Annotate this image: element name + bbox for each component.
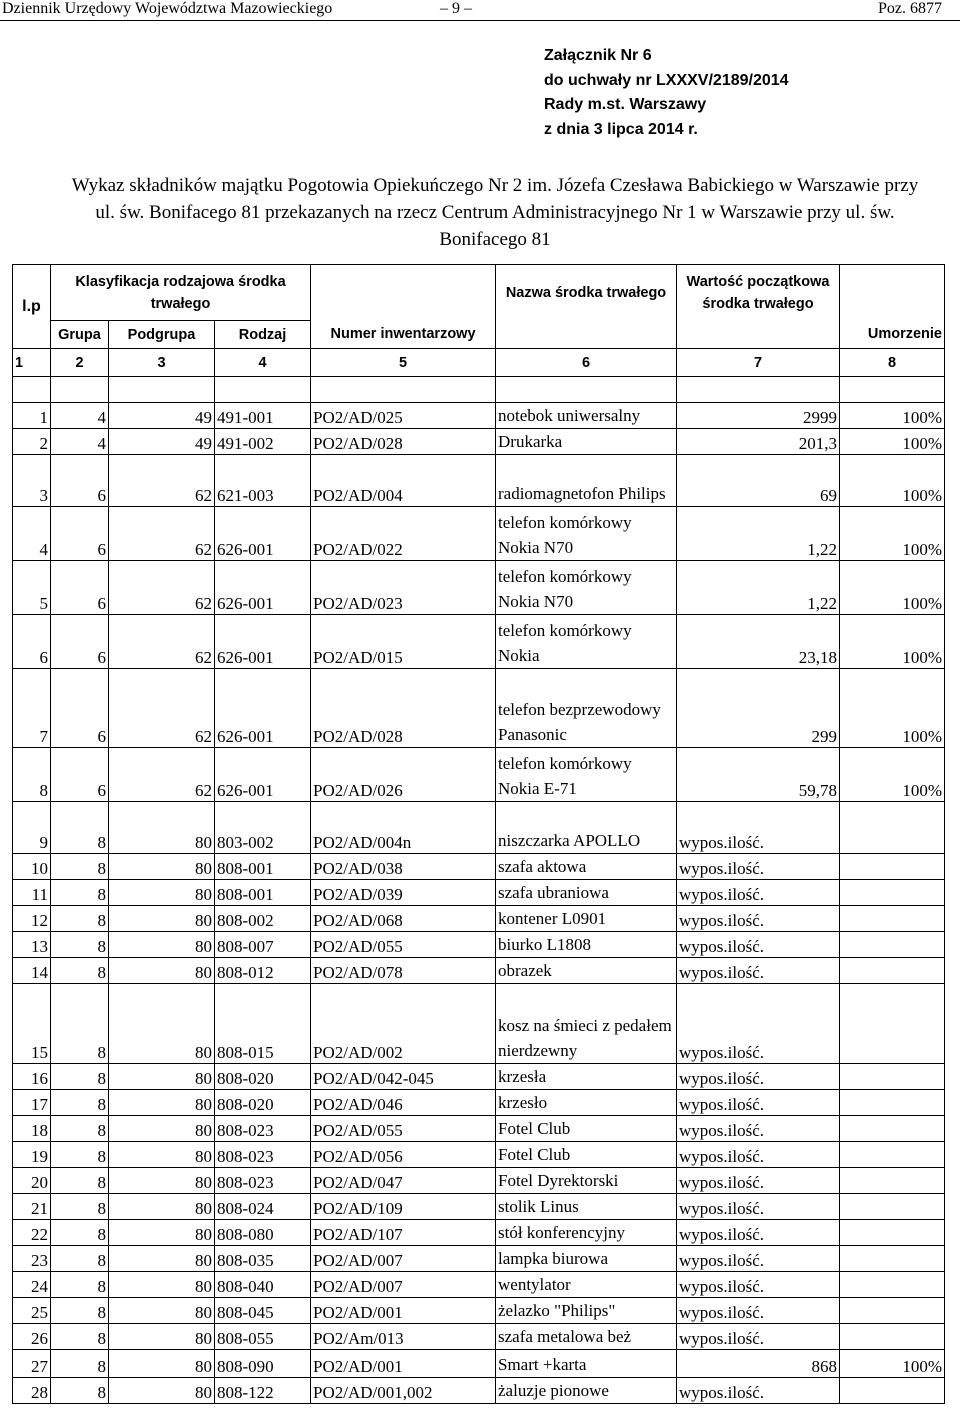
inventory-number-cell: PO2/AD/068 — [311, 906, 496, 932]
row-number: 4 — [13, 507, 51, 561]
subgroup-cell: 80 — [109, 1090, 215, 1116]
inventory-number-cell: PO2/AD/001 — [311, 1350, 496, 1378]
council-name: Rady m.st. Warszawy — [544, 96, 707, 113]
group-cell: 6 — [51, 455, 109, 507]
asset-name-cell: radiomagnetofon Philips — [496, 455, 677, 507]
row-number: 7 — [13, 669, 51, 748]
row-number: 26 — [13, 1324, 51, 1350]
depreciation-cell: 100% — [840, 1350, 945, 1378]
initial-value-cell: wypos.ilość. — [677, 932, 840, 958]
kind-cell: 491-002 — [215, 429, 311, 455]
header-subgroup: Podgrupa — [109, 321, 215, 349]
kind-cell: 491-001 — [215, 403, 311, 429]
header-classification: Klasyfikacja rodzajowa środka trwałego — [51, 265, 311, 321]
inventory-number-cell: PO2/AD/107 — [311, 1220, 496, 1246]
inventory-number-cell: PO2/AD/056 — [311, 1142, 496, 1168]
initial-value-cell: wypos.ilość. — [677, 1272, 840, 1298]
assets-table-wrap — [12, 264, 944, 1416]
kind-cell: 808-080 — [215, 1220, 311, 1246]
asset-name-cell: Fotel Dyrektorski — [496, 1168, 677, 1194]
group-cell: 8 — [51, 1194, 109, 1220]
row-number: 3 — [13, 455, 51, 507]
journal-header — [0, 0, 960, 21]
row-number: 20 — [13, 1168, 51, 1194]
initial-value-cell: wypos.ilość. — [677, 1298, 840, 1324]
table-row — [13, 854, 945, 880]
subgroup-cell: 80 — [109, 1064, 215, 1090]
kind-cell: 808-015 — [215, 984, 311, 1064]
depreciation-cell — [840, 1090, 945, 1116]
kind-cell: 808-055 — [215, 1324, 311, 1350]
group-cell: 6 — [51, 669, 109, 748]
inventory-number-cell: PO2/AD/004n — [311, 802, 496, 854]
group-cell: 8 — [51, 1168, 109, 1194]
initial-value-cell: wypos.ilość. — [677, 1324, 840, 1350]
kind-cell: 626-001 — [215, 561, 311, 615]
group-cell: 8 — [51, 932, 109, 958]
subgroup-cell: 80 — [109, 932, 215, 958]
inventory-number-cell: PO2/AD/001 — [311, 1298, 496, 1324]
row-number: 16 — [13, 1064, 51, 1090]
table-row — [13, 1168, 945, 1194]
resolution-date: z dnia 3 lipca 2014 r. — [544, 120, 698, 138]
asset-name-cell: Fotel Club — [496, 1142, 677, 1168]
resolution-number: do uchwały nr LXXXV/2189/2014 — [544, 71, 789, 89]
attachment-block — [544, 44, 789, 142]
asset-name-cell: Drukarka — [496, 429, 677, 455]
asset-name-cell: lampka biurowa — [496, 1246, 677, 1272]
row-number: 23 — [13, 1246, 51, 1272]
asset-name-cell: kontener L0901 — [496, 906, 677, 932]
initial-value-cell: wypos.ilość. — [677, 1378, 840, 1404]
asset-name-cell: telefon komórkowy Nokia E-71 — [496, 748, 677, 802]
group-cell: 8 — [51, 984, 109, 1064]
subgroup-cell: 80 — [109, 1168, 215, 1194]
inventory-number-cell: PO2/AD/007 — [311, 1272, 496, 1298]
depreciation-cell — [840, 1194, 945, 1220]
initial-value-cell: 23,18 — [677, 615, 840, 669]
kind-cell: 808-024 — [215, 1194, 311, 1220]
group-cell: 8 — [51, 906, 109, 932]
inventory-number-cell: PO2/AD/039 — [311, 880, 496, 906]
inventory-number-cell: PO2/AD/022 — [311, 507, 496, 561]
row-number: 18 — [13, 1116, 51, 1142]
group-cell: 8 — [51, 802, 109, 854]
depreciation-cell — [840, 1246, 945, 1272]
row-number: 25 — [13, 1298, 51, 1324]
subgroup-cell: 62 — [109, 455, 215, 507]
header-lp: l.p — [13, 265, 51, 349]
initial-value-cell: wypos.ilość. — [677, 1142, 840, 1168]
row-number: 19 — [13, 1142, 51, 1168]
asset-name-cell: Smart +karta — [496, 1350, 677, 1378]
table-row — [13, 403, 945, 429]
journal-title: Dziennik Urzędowy Województwa Mazowieckiego — [2, 0, 333, 17]
group-cell: 6 — [51, 507, 109, 561]
table-row — [13, 1272, 945, 1298]
subgroup-cell: 62 — [109, 507, 215, 561]
column-number: 5 — [311, 349, 496, 377]
subgroup-cell: 80 — [109, 854, 215, 880]
row-number: 2 — [13, 429, 51, 455]
column-number: 6 — [496, 349, 677, 377]
depreciation-cell: 100% — [840, 429, 945, 455]
header-row-2 — [13, 321, 945, 349]
asset-name-cell: szafa metalowa beż — [496, 1324, 677, 1350]
depreciation-cell — [840, 1168, 945, 1194]
kind-cell: 808-020 — [215, 1090, 311, 1116]
depreciation-cell — [840, 906, 945, 932]
depreciation-cell — [840, 854, 945, 880]
table-row — [13, 669, 945, 748]
kind-cell: 808-045 — [215, 1298, 311, 1324]
inventory-number-cell: PO2/AD/001,002 — [311, 1378, 496, 1404]
inventory-number-cell: PO2/AD/042-045 — [311, 1064, 496, 1090]
initial-value-cell: 1,22 — [677, 507, 840, 561]
table-row — [13, 748, 945, 802]
asset-name-cell: stolik Linus — [496, 1194, 677, 1220]
column-number: 2 — [51, 349, 109, 377]
subgroup-cell: 80 — [109, 906, 215, 932]
asset-name-cell: biurko L1808 — [496, 932, 677, 958]
kind-cell: 626-001 — [215, 615, 311, 669]
kind-cell: 808-023 — [215, 1142, 311, 1168]
inventory-number-cell: PO2/AD/109 — [311, 1194, 496, 1220]
depreciation-cell: 100% — [840, 561, 945, 615]
initial-value-cell: 2999 — [677, 403, 840, 429]
asset-name-cell: szafa aktowa — [496, 854, 677, 880]
subgroup-cell: 80 — [109, 1246, 215, 1272]
inventory-number-cell: PO2/AD/046 — [311, 1090, 496, 1116]
row-number: 1 — [13, 403, 51, 429]
kind-cell: 808-090 — [215, 1350, 311, 1378]
table-row — [13, 1194, 945, 1220]
depreciation-cell — [840, 958, 945, 984]
depreciation-cell — [840, 1298, 945, 1324]
kind-cell: 808-007 — [215, 932, 311, 958]
kind-cell: 626-001 — [215, 507, 311, 561]
depreciation-cell — [840, 932, 945, 958]
subgroup-cell: 80 — [109, 1142, 215, 1168]
inventory-number-cell: PO2/AD/028 — [311, 669, 496, 748]
depreciation-cell — [840, 1064, 945, 1090]
inventory-number-cell: PO2/AD/004 — [311, 455, 496, 507]
table-row — [13, 1090, 945, 1116]
subgroup-cell: 80 — [109, 1298, 215, 1324]
table-row — [13, 1142, 945, 1168]
column-numbers-row — [13, 349, 945, 377]
initial-value-cell: 69 — [677, 455, 840, 507]
kind-cell: 808-122 — [215, 1378, 311, 1404]
column-number: 3 — [109, 349, 215, 377]
asset-name-cell: niszczarka APOLLO — [496, 802, 677, 854]
asset-name-cell: telefon bezprzewodowy Panasonic — [496, 669, 677, 748]
table-row — [13, 1246, 945, 1272]
kind-cell: 803-002 — [215, 802, 311, 854]
inventory-number-cell: PO2/AD/078 — [311, 958, 496, 984]
table-row — [13, 958, 945, 984]
depreciation-cell — [840, 1324, 945, 1350]
table-row — [13, 1324, 945, 1350]
group-cell: 8 — [51, 1116, 109, 1142]
kind-cell: 808-012 — [215, 958, 311, 984]
initial-value-cell: wypos.ilość. — [677, 1064, 840, 1090]
asset-name-cell: Fotel Club — [496, 1116, 677, 1142]
asset-name-cell: krzesło — [496, 1090, 677, 1116]
kind-cell: 808-035 — [215, 1246, 311, 1272]
group-cell: 6 — [51, 561, 109, 615]
initial-value-cell: wypos.ilość. — [677, 854, 840, 880]
initial-value-cell: wypos.ilość. — [677, 1246, 840, 1272]
table-row — [13, 802, 945, 854]
table-row — [13, 880, 945, 906]
group-cell: 8 — [51, 1090, 109, 1116]
group-cell: 8 — [51, 1378, 109, 1404]
header-kind: Rodzaj — [215, 321, 311, 349]
assets-table — [12, 264, 945, 1404]
initial-value-cell: wypos.ilość. — [677, 1168, 840, 1194]
subgroup-cell: 80 — [109, 802, 215, 854]
inventory-number-cell: PO2/AD/055 — [311, 932, 496, 958]
initial-value-cell: wypos.ilość. — [677, 1194, 840, 1220]
header-depreciation: Umorzenie — [840, 321, 945, 349]
row-number: 11 — [13, 880, 51, 906]
group-cell: 8 — [51, 1246, 109, 1272]
kind-cell: 808-020 — [215, 1064, 311, 1090]
asset-name-cell: szafa ubraniowa — [496, 880, 677, 906]
asset-name-cell: krzesła — [496, 1064, 677, 1090]
kind-cell: 808-023 — [215, 1116, 311, 1142]
row-number: 21 — [13, 1194, 51, 1220]
table-row — [13, 455, 945, 507]
table-row — [13, 561, 945, 615]
spacer-row — [13, 377, 945, 403]
asset-name-cell: żaluzje pionowe — [496, 1378, 677, 1404]
table-row — [13, 429, 945, 455]
group-cell: 8 — [51, 958, 109, 984]
depreciation-cell — [840, 802, 945, 854]
subgroup-cell: 80 — [109, 1220, 215, 1246]
asset-name-cell: telefon komórkowy Nokia — [496, 615, 677, 669]
depreciation-cell: 100% — [840, 403, 945, 429]
inventory-number-cell: PO2/AD/026 — [311, 748, 496, 802]
kind-cell: 808-040 — [215, 1272, 311, 1298]
initial-value-cell: 299 — [677, 669, 840, 748]
group-cell: 6 — [51, 748, 109, 802]
depreciation-cell: 100% — [840, 669, 945, 748]
group-cell: 8 — [51, 1142, 109, 1168]
header-row-1 — [13, 265, 945, 321]
depreciation-cell: 100% — [840, 748, 945, 802]
table-row — [13, 1064, 945, 1090]
group-cell: 8 — [51, 1272, 109, 1298]
subgroup-cell: 80 — [109, 1116, 215, 1142]
table-row — [13, 1298, 945, 1324]
row-number: 15 — [13, 984, 51, 1064]
depreciation-cell: 100% — [840, 615, 945, 669]
inventory-number-cell: PO2/AD/002 — [311, 984, 496, 1064]
inventory-number-cell: PO2/AD/038 — [311, 854, 496, 880]
table-row — [13, 1116, 945, 1142]
position-number: Poz. 6877 — [878, 0, 942, 17]
initial-value-cell: 59,78 — [677, 748, 840, 802]
group-cell: 4 — [51, 403, 109, 429]
inventory-number-cell: PO2/AD/047 — [311, 1168, 496, 1194]
kind-cell: 808-001 — [215, 854, 311, 880]
column-number: 7 — [677, 349, 840, 377]
depreciation-cell — [840, 1142, 945, 1168]
inventory-number-cell: PO2/AD/023 — [311, 561, 496, 615]
kind-cell: 808-023 — [215, 1168, 311, 1194]
subgroup-cell: 62 — [109, 561, 215, 615]
asset-name-cell: wentylator — [496, 1272, 677, 1298]
depreciation-cell: 100% — [840, 455, 945, 507]
group-cell: 8 — [51, 1350, 109, 1378]
initial-value-cell: 868 — [677, 1350, 840, 1378]
inventory-number-cell: PO2/AD/028 — [311, 429, 496, 455]
subgroup-cell: 80 — [109, 958, 215, 984]
initial-value-cell: wypos.ilość. — [677, 984, 840, 1064]
group-cell: 8 — [51, 1298, 109, 1324]
initial-value-cell: wypos.ilość. — [677, 802, 840, 854]
group-cell: 8 — [51, 854, 109, 880]
table-row — [13, 932, 945, 958]
subgroup-cell: 49 — [109, 429, 215, 455]
column-number: 4 — [215, 349, 311, 377]
inventory-number-cell: PO2/AD/025 — [311, 403, 496, 429]
row-number: 14 — [13, 958, 51, 984]
table-row — [13, 984, 945, 1064]
header-initial-value: Wartość początkowa środka trwałego — [677, 265, 840, 321]
depreciation-cell: 100% — [840, 507, 945, 561]
table-row — [13, 1220, 945, 1246]
subgroup-cell: 80 — [109, 1350, 215, 1378]
initial-value-cell: 1,22 — [677, 561, 840, 615]
group-cell: 8 — [51, 880, 109, 906]
kind-cell: 808-001 — [215, 880, 311, 906]
depreciation-cell — [840, 880, 945, 906]
subgroup-cell: 62 — [109, 748, 215, 802]
group-cell: 6 — [51, 615, 109, 669]
depreciation-cell — [840, 1220, 945, 1246]
asset-name-cell: kosz na śmieci z pedałem nierdzewny — [496, 984, 677, 1064]
group-cell: 8 — [51, 1324, 109, 1350]
depreciation-cell — [840, 984, 945, 1064]
table-row — [13, 906, 945, 932]
kind-cell: 808-002 — [215, 906, 311, 932]
initial-value-cell: wypos.ilość. — [677, 1090, 840, 1116]
row-number: 13 — [13, 932, 51, 958]
row-number: 24 — [13, 1272, 51, 1298]
subgroup-cell: 80 — [109, 1378, 215, 1404]
inventory-number-cell: PO2/Am/013 — [311, 1324, 496, 1350]
depreciation-cell — [840, 1272, 945, 1298]
column-number: 8 — [840, 349, 945, 377]
subgroup-cell: 80 — [109, 1324, 215, 1350]
attachment-number: Załącznik Nr 6 — [544, 47, 652, 64]
row-number: 10 — [13, 854, 51, 880]
asset-name-cell: notebok uniwersalny — [496, 403, 677, 429]
group-cell: 8 — [51, 1220, 109, 1246]
table-row — [13, 507, 945, 561]
row-number: 8 — [13, 748, 51, 802]
initial-value-cell: wypos.ilość. — [677, 880, 840, 906]
table-row — [13, 615, 945, 669]
kind-cell: 621-003 — [215, 455, 311, 507]
inventory-number-cell: PO2/AD/007 — [311, 1246, 496, 1272]
kind-cell: 626-001 — [215, 669, 311, 748]
row-number: 28 — [13, 1378, 51, 1404]
inventory-number-cell: PO2/AD/055 — [311, 1116, 496, 1142]
row-number: 6 — [13, 615, 51, 669]
initial-value-cell: wypos.ilość. — [677, 906, 840, 932]
depreciation-cell — [840, 1378, 945, 1404]
row-number: 12 — [13, 906, 51, 932]
row-number: 27 — [13, 1350, 51, 1378]
document-title: Wykaz składników majątku Pogotowia Opiekuńczego Nr 2 im. Józefa Czesława Babickiego w Warszawie przy ul. św. Bonifacego 81 przekazanych na rzecz Centrum Administracyjnego Nr 1 w Warszawie przy ul. św. Bonifacego 81 — [71, 175, 919, 250]
kind-cell: 626-001 — [215, 748, 311, 802]
asset-name-cell: telefon komórkowy Nokia N70 — [496, 561, 677, 615]
header-inventory-number: Numer inwentarzowy — [311, 321, 496, 349]
subgroup-cell: 80 — [109, 1272, 215, 1298]
initial-value-cell: wypos.ilość. — [677, 1116, 840, 1142]
asset-name-cell: żelazko "Philips" — [496, 1298, 677, 1324]
page-number: – 9 – — [440, 0, 472, 17]
initial-value-cell: wypos.ilość. — [677, 1220, 840, 1246]
subgroup-cell: 80 — [109, 1194, 215, 1220]
inventory-number-cell: PO2/AD/015 — [311, 615, 496, 669]
subgroup-cell: 80 — [109, 880, 215, 906]
group-cell: 8 — [51, 1064, 109, 1090]
column-number: 1 — [13, 349, 51, 377]
initial-value-cell: wypos.ilość. — [677, 958, 840, 984]
subgroup-cell: 62 — [109, 615, 215, 669]
subgroup-cell: 80 — [109, 984, 215, 1064]
header-group: Grupa — [51, 321, 109, 349]
subgroup-cell: 62 — [109, 669, 215, 748]
header-asset-name: Nazwa środka trwałego — [496, 265, 677, 321]
asset-name-cell: telefon komórkowy Nokia N70 — [496, 507, 677, 561]
row-number: 17 — [13, 1090, 51, 1116]
depreciation-cell — [840, 1116, 945, 1142]
asset-name-cell: stół konferencyjny — [496, 1220, 677, 1246]
row-number: 5 — [13, 561, 51, 615]
initial-value-cell: 201,3 — [677, 429, 840, 455]
row-number: 9 — [13, 802, 51, 854]
subgroup-cell: 49 — [109, 403, 215, 429]
table-row — [13, 1378, 945, 1404]
row-number: 22 — [13, 1220, 51, 1246]
asset-name-cell: obrazek — [496, 958, 677, 984]
group-cell: 4 — [51, 429, 109, 455]
table-row — [13, 1350, 945, 1378]
